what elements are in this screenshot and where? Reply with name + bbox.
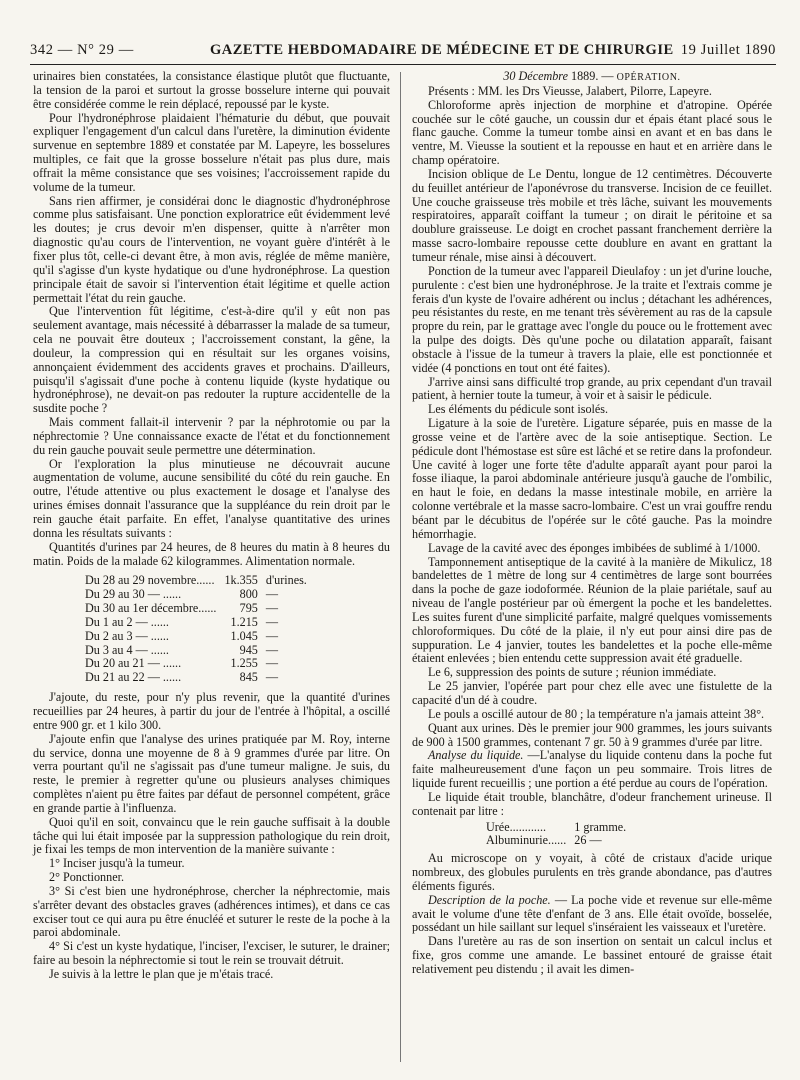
table-cell: — [265,628,279,643]
table-row [81,630,311,644]
paragraph: J'arrive ainsi sans difficulté trop grande, au prix cependant d'un travail patient, à hernier toute la tumeur, à voir et à saisir le pédicule. [412,374,772,403]
list-item: 1° Inciser jusqu'à la tumeur. [49,856,185,871]
paragraph: Dans l'uretère au ras de son insertion on sentait un calcul inclus et fixe, gros comme une amande. Le bassinet entouré de graisse était relativement peu distendu ; il avait les dimen- [412,934,772,976]
paragraph: urinaires bien constatées, la consistance élastique plutôt que fluctuante, la tension de la paroi et surtout la grosse bosselure interne qui pouvait être considérée comme le rein déplacé, repoussé par le kyste. [33,69,390,111]
table-cell: 845 [239,670,258,685]
table-cell: 26 — [574,833,602,848]
paragraph: Quoi qu'il en soit, convaincu que le rein gauche suffisait à la double tâche qui lui était imposée par la suppression pathologique du rein droit, je fixai les temps de mon intervention de la manière suivante : [33,814,390,857]
table-row [81,588,311,602]
paragraph: Ponction de la tumeur avec l'appareil Dieulafoy : un jet d'urine louche, purulente : c'est bien une hydronéphrose. Je la traite et l'extrais comme je ferais d'un kyste de l'ovaire adhérent ou inclus ; détachant les adhérences, peu résistantes du reste, en me tenant très sévèrement au ras de la capsule propre du rein, par le grattage avec l'ongle du pouce ou le frottement avec la pulpe des doigts. Dès qu'une poche ou dilatation apparaît, faisant obstacle à l'issue de la tumeur à travers la plaie, elle est ponctionnée et vidée (4 ponctions en tout ont été faites). [412,263,772,375]
table-cell: — [265,642,279,657]
page-number: 342 — N° 29 — [30,42,134,58]
paragraph: Lavage de la cavité avec des éponges imbibées de sublimé à 1/1000. [428,540,761,555]
operation-date: 30 Décembre [503,69,568,83]
table-cell: Du 2 au 3 — ...... [85,628,169,643]
paragraph: Quant aux urines. Dès le premier jour 900 grammes, les jours suivants de 900 à 1500 grammes, contenant 7 gr. 50 à 9 grammes d'urée par litre. [412,720,772,749]
journal-title: GAZETTE HEBDOMADAIRE DE MÉDECINE ET DE CHIRURGIE [210,42,674,58]
table-cell: 1 gramme. [574,819,627,834]
paragraph-body: — La poche vide et revenue sur elle-même avait le volume d'une tête d'enfant de 3 ans. Elle était ovoïde, bosselée, possédant un hile saillant sur lequel s'inséraient les vaisseaux et l'uretère. [412,892,772,935]
table-cell: Du 3 au 4 — ...... [85,642,169,657]
list-item: 3° Si c'est bien une hydronéphrose, chercher la néphrectomie, mais s'arrêter devant des obstacles graves (adhérences intimes), et dans ce cas exciser tout ce qui aura pu être énucléé et suturer le reste de la poche à la paroi abdominale. [33,883,390,940]
list-item: 2° Ponctionner. [49,870,124,885]
liquid-analysis-table [482,821,630,849]
table-cell: 1.215 [230,614,258,629]
paragraph: Or l'exploration la plus minutieuse ne découvrait aucune augmentation de volume, aucune sensibilité du côté du rein gauche. En outre, l'étude attentive ou plus exactement le dosage et l'analyse des urines émises donnait l'assurance que la suppléance du rein droit par le rein gauche était parfaite. En effet, l'analyse quantitative des urines donna les résultats suivants : [33,456,390,540]
table-cell: — [265,587,279,602]
paragraph: Sans rien affirmer, je considérai donc le diagnostic d'hydronéphrose comme plus satisfaisant. Une ponction exploratrice eût évidemment levé les doutes; je crus devoir m'en dispenser, quitte à n'arrêter mon diagnostic qu'au cours de l'intervention, ne voyant guère d'intérêt à le fixer plus tôt, celle-ci devant être, à mon avis, réglée de même manière, qu'il s'agisse d'un kyste hydatique ou d'une hydronéphrose. La question principale était de savoir si l'intervention était légitime et quelle action permettait l'état du rein gauche. [33,193,390,305]
table-row [482,821,630,835]
table-row [81,602,311,616]
table-cell: 795 [239,601,258,616]
table-row [81,671,311,685]
paragraph: J'ajoute, du reste, pour n'y plus revenir, que la quantité d'urines recueillies par 24 heures, à partir du jour de l'entrée à l'hôpital, a oscillé entre 900 gr. et 1 kilo 300. [33,690,390,732]
table-cell: 1.045 [230,628,258,643]
table-cell: — [265,601,279,616]
table-cell: — [265,656,279,671]
table-cell: Du 1 au 2 — ...... [85,614,169,629]
section-title: Description de la poche. [428,892,551,907]
paragraph: Quantités d'urines par 24 heures, de 8 heures du matin à 8 heures du matin. Poids de la malade 62 kilogrammes. Alimentation normale. [33,539,390,568]
column-divider [400,72,401,1062]
table-cell: 1.255 [230,656,258,671]
paragraph-body: —L'analyse du liquide contenu dans la poche fut faite malheureusement d'une façon un peu sommaire. Trois litres de liquide furent recueillis ; une portion a été perdue au cours de l'opération. [412,748,772,791]
paragraph: Chloroforme après injection de morphine et d'atropine. Opérée couchée sur le côté gauche, un coussin dur et épais étant placé sous le flanc gauche. Comme la tumeur tombe ainsi en avant et en bas dans le ventre, M. Vieusse la soutient et la repousse en haut et en arrière dans le champ opératoire. [412,97,772,168]
paragraph: Le 6, suppression des points de suture ; réunion immédiate. [428,665,717,680]
list-item: 4° Si c'est un kyste hydatique, l'inciser, l'exciser, le suturer, le drainer; faire au besoin la néphrectomie si tout le rein se trouvait détruit. [33,939,390,968]
paragraph: Pour l'hydronéphrose plaidaient l'hématurie du début, que pouvait expliquer l'engagement d'un calcul dans l'uretère, la diminution évidente survenue en septembre 1889 et constatée par M. Lapeyre, les bosselures multiples, ce fait que la grosse bosselure n'était pas plus dure, mais offrait la même consistance que ses voisines; l'accroissement rapide du volume de la tumeur. [33,110,390,194]
right-column [412,70,772,977]
table-row [81,574,311,588]
paragraph: Tamponnement antiseptique de la cavité à la manière de Mikulicz, 18 bandelettes de 1 mètre de long sur 4 centimètres de large sont bourrées dans la poche de gaze iodoformée. Réunion de la plaie pariétale, sauf au niveau de l'angle postérieur par où émergent la poche et les bandelettes. Les suites furent d'une simplicité parfaite, malgré quelques vomissements chloroformiques. Du côté de la plaie, il n'y eut pour ainsi dire pas de suppuration. Le 4 janvier, toutes les bandelettes et la poche elle-même étaient enlevées ; bien entendu cette suppression avait été graduelle. [412,554,772,666]
left-column [33,70,390,982]
paragraph: Le 25 janvier, l'opérée part pour chez elle avec une fistulette de la capacité d'un dé à coudre. [412,679,772,707]
table-cell: — [265,670,279,685]
paragraph [412,749,772,791]
paragraph: Les éléments du pédicule sont isolés. [428,402,609,417]
table-cell: d'urines. [265,573,307,588]
operation-heading: OPÉRATION. [616,72,681,83]
table-cell: — [265,614,279,629]
paragraph: Au microscope on y voyait, à côté de cristaux d'acide urique nombreux, des globules purulents en très grande abondance, pas d'autres éléments figurés. [412,851,772,893]
attendees-line: Présents : MM. les Drs Vieusse, Jalabert, Pilorre, Lapeyre. [428,83,712,98]
table-cell: 945 [239,642,258,657]
paragraph: Incision oblique de Le Dentu, longue de 12 centimètres. Découverte du feuillet antérieur de l'aponévrose du transverse. Incision de ce feuillet. Une couche graisseuse très mobile et très lâche, suivant les mouvements respiratoires, apparaît coiffant la tumeur ; on dirait le péritoine et sa doublure graisseuse. Le doigt en crochet passant franchement derrière la masse sacro-lombaire repousse cette doublure en avant en grattant la tumeur rénale, mise ainsi à découvert. [412,166,772,264]
table-cell: Du 28 au 29 novembre...... [85,573,215,588]
issue-date: 19 Juillet 1890 [680,42,776,58]
paragraph: Mais comment fallait-il intervenir ? par la néphrotomie ou par la néphrectomie ? Une connaissance exacte de l'état et du fonctionnement du rein gauche pouvait seule permettre une détermination. [33,415,390,457]
paragraph: Je suivis à la lettre le plan que je m'étais tracé. [49,967,274,981]
urine-quantity-table [81,574,311,685]
table-cell: Du 30 au 1er décembre...... [85,601,217,616]
paragraph [412,894,772,936]
table-cell: 800 [239,587,258,602]
table-row [81,644,311,658]
paragraph: J'ajoute enfin que l'analyse des urines pratiquée par M. Roy, interne du service, donna une moyenne de 8 à 9 grammes d'urée par litre. On verra pourtant qu'il ne s'agissait pas d'une tumeur maligne. Je suis, du reste, le premier à regretter qu'une ou plusieurs analyses chimiques complètes n'aient pu être faites par défaut de personnel compétent, grâce en grande partie à l'influenza. [33,731,390,815]
page-header [30,38,776,65]
paragraph: Le pouls a oscillé autour de 80 ; la température n'a jamais atteint 38°. [428,706,765,721]
paragraph: Le liquide était trouble, blanchâtre, d'odeur franchement urineuse. Il contenait par litre : [412,789,772,818]
table-row [482,834,630,848]
paragraph: Que l'intervention fût légitime, c'est-à-dire qu'il y eût non pas seulement avantage, mais nécessité à débarrasser la malade de sa tumeur, cela ne pouvait être douteux ; l'accroissement constant, la gêne, la douleur, la compression qui en résultait sur les organes voisins, annonçaient évidemment des accidents graves et prochains. D'ailleurs, puisqu'il s'agissait d'une poche à contenu liquide (kyste hydatique ou hydronéphrose), ne devait-on pas redouter la rupture accidentelle de la susdite poche ? [33,304,390,416]
section-title: Analyse du liquide. [428,748,524,763]
operation-year: 1889. — [571,69,614,83]
operation-dateline [412,70,772,85]
table-row [81,657,311,671]
table-row [81,616,311,630]
table-cell: Albuminurie...... [486,833,567,848]
table-cell: Du 21 au 22 — ...... [85,670,182,685]
table-cell: Urée............ [486,819,547,834]
table-cell: 1k.355 [224,573,258,588]
table-cell: Du 29 au 30 — ...... [85,587,182,602]
paragraph: Ligature à la soie de l'uretère. Ligature séparée, puis en masse de la grosse veine et de l'artère avec de la soie antiseptique. Section. Le pédicule dont l'hémostase est sûre est lâché et se retire dans la profondeur. Une cavité à loger une forte tête d'adulte apparaît ayant pour paroi la fosse iliaque, la paroi abdominale antérieure jusqu'à gauche de l'ombilic, en haut le foie, en dedans la masse intestinale mobile, en arrière la colonne vertébrale et la masse sacro-lombaire. C'est un vrai gouffre rendu béant par le décubitus de l'opérée sur le côté gauche. Pas la moindre hémorrhagie. [412,416,772,541]
table-cell: Du 20 au 21 — ...... [85,656,182,671]
